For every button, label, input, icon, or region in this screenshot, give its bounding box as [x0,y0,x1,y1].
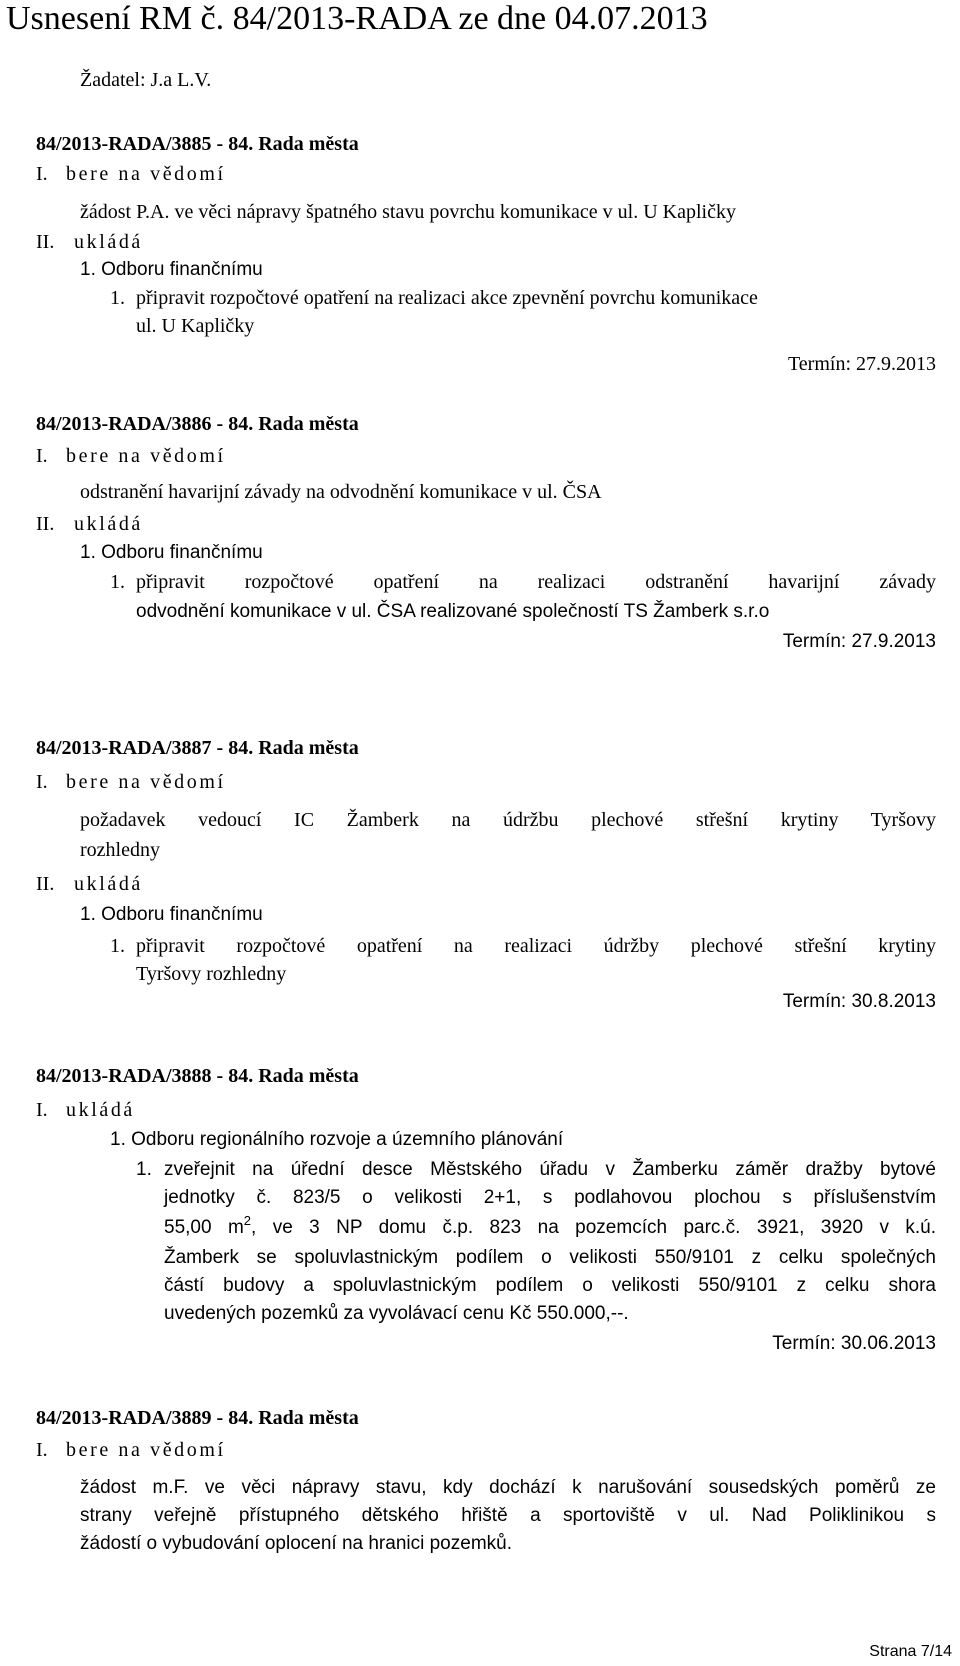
department: 1. Odboru finančnímu [80,259,263,280]
task-text: připravit rozpočtové opatření na realizaci odstranění havarijní závady [136,571,936,593]
task-text: částí budovy a spoluvlastnickým podílem o velikosti 550/9101 z celku shora [164,1275,936,1296]
task-text: Žamberk se spoluvlastnickým podílem o velikosti 550/9101 z celku společných [164,1247,936,1268]
task-text: uvedených pozemků za vyvolávací cenu Kč 550.000,--. [164,1303,629,1324]
item-text: požadavek vedoucí IC Žamberk na údržbu plechové střešní krytiny Tyršovy [80,809,936,831]
item-text: strany veřejně přístupného dětského hřiště a sportoviště v ul. Nad Poliklinikou s [80,1505,936,1526]
item-text: žádost P.A. ve věci nápravy špatného stavu povrchu komunikace v ul. U Kapličky [80,201,736,223]
item-label: II. [36,513,55,535]
task-text-part: 55,00 m [164,1217,244,1238]
task-text: jednotky č. 823/5 o velikosti 2+1, s podlahovou plochou s příslušenstvím [164,1187,936,1208]
resolution-number: 84/2013-RADA/3887 - 84. Rada města [36,737,359,759]
task-text: odvodnění komunikace v ul. ČSA realizované společností TS Žamberk s.r.o [136,601,770,622]
item-text: žádostí o vybudování oplocení na hranici pozemků. [80,1533,512,1554]
item-verb: bere na vědomí [66,445,226,467]
item-label: I. [36,163,48,185]
task-text: připravit rozpočtové opatření na realizaci údržby plechové střešní krytiny [136,935,936,957]
applicant-line: Žadatel: J.a L.V. [80,69,212,91]
department: 1. Odboru finančnímu [80,542,263,563]
task-number: 1. [110,571,125,593]
task-text: zveřejnit na úřední desce Městského úřadu v Žamberku záměr dražby bytové [164,1159,936,1180]
task-text-part: , ve 3 NP domu č.p. 823 na pozemcích parc.č. 3921, 3920 v k.ú. [251,1217,937,1238]
item-text: žádost m.F. ve věci nápravy stavu, kdy dochází k narušování sousedských poměrů ze [80,1477,936,1498]
deadline: Termín: 30.8.2013 [782,991,936,1012]
item-label: I. [36,445,48,467]
document-title: Usnesení RM č. 84/2013-RADA ze dne 04.07.2013 [6,0,708,37]
superscript: 2 [243,1213,252,1228]
item-label: II. [36,231,55,253]
item-label: I. [36,771,48,793]
item-label: I. [36,1099,48,1121]
department: 1. Odboru regionálního rozvoje a územního plánování [110,1129,564,1150]
task-text: připravit rozpočtové opatření na realizaci akce zpevnění povrchu komunikace [136,287,758,309]
resolution-number: 84/2013-RADA/3885 - 84. Rada města [36,133,359,155]
resolution-number: 84/2013-RADA/3889 - 84. Rada města [36,1407,359,1429]
item-verb: bere na vědomí [66,771,226,793]
deadline: Termín: 27.9.2013 [787,353,936,375]
item-label: II. [36,873,55,895]
item-text: odstranění havarijní závady na odvodnění komunikace v ul. ČSA [80,481,602,503]
department: 1. Odboru finančnímu [80,904,263,925]
task-number: 1. [136,1159,152,1180]
deadline: Termín: 27.9.2013 [782,631,936,652]
task-text: ul. U Kapličky [136,315,255,337]
page-number: Strana 7/14 [869,1643,952,1660]
item-text: rozhledny [80,839,160,861]
resolution-number: 84/2013-RADA/3886 - 84. Rada města [36,413,359,435]
item-verb: bere na vědomí [66,163,226,185]
task-text-area [164,1214,936,1242]
item-verb: ukládá [74,873,143,895]
item-verb: ukládá [74,513,143,535]
deadline: Termín: 30.06.2013 [772,1333,936,1354]
item-verb: ukládá [74,231,143,253]
item-label: I. [36,1439,48,1461]
item-verb: ukládá [66,1099,135,1121]
item-verb: bere na vědomí [66,1439,226,1461]
task-number: 1. [110,935,125,957]
task-text: Tyršovy rozhledny [136,963,287,985]
task-number: 1. [110,287,125,309]
resolution-number: 84/2013-RADA/3888 - 84. Rada města [36,1065,359,1087]
